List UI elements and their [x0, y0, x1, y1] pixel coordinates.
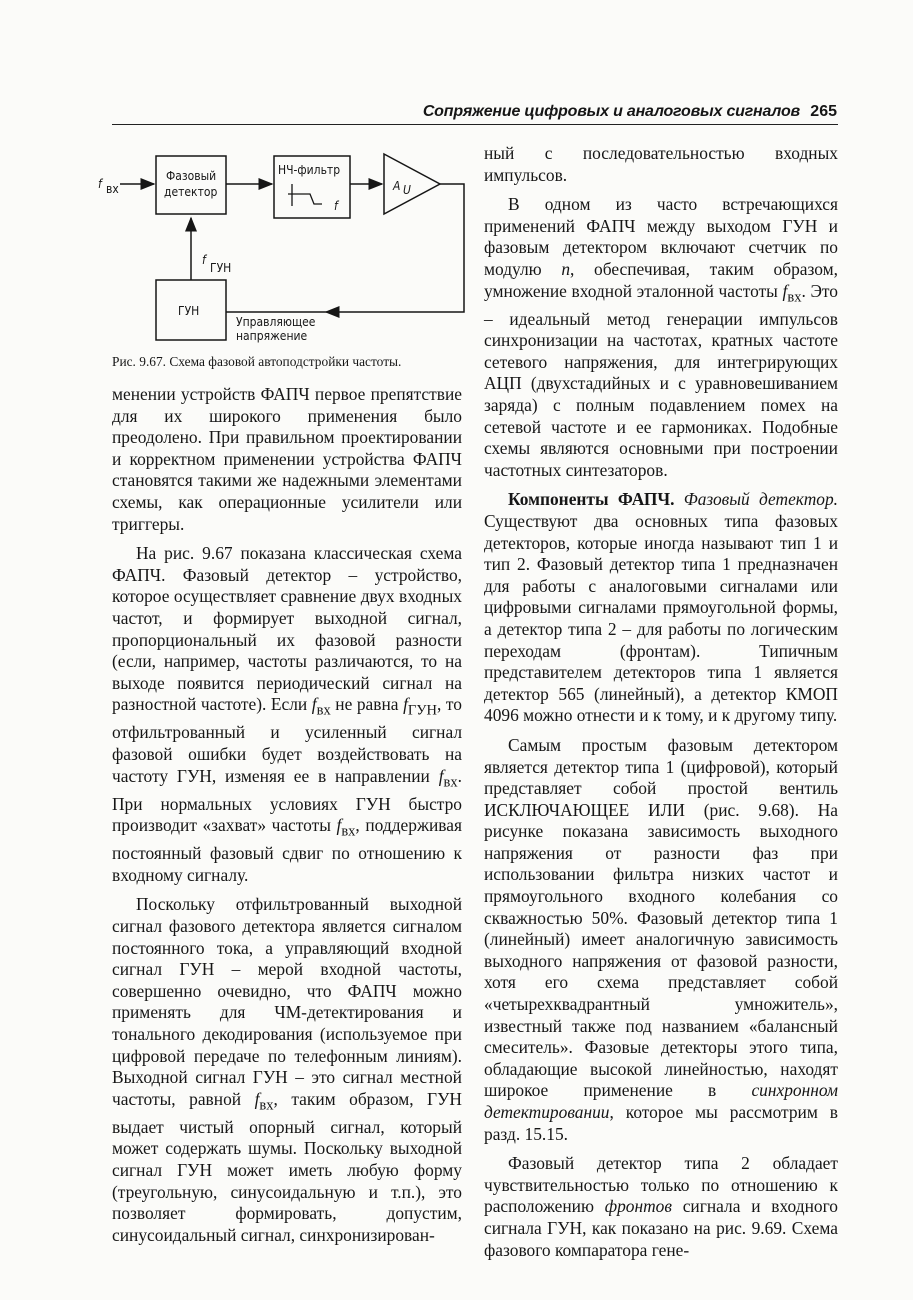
- amp-sub-label: U: [403, 183, 411, 197]
- pll-diagram-svg: [96, 140, 472, 350]
- vco-label: ГУН: [178, 304, 200, 318]
- control-label-2: напряжение: [236, 329, 308, 343]
- fvco-label: f: [202, 253, 206, 267]
- phase-detector-label-1: Фазовый: [166, 169, 217, 183]
- figure-caption: Рис. 9.67. Схема фазовой автоподстройки частоты.: [112, 354, 402, 369]
- lpf-response-icon: [288, 184, 322, 206]
- paragraph: ный с последовательностью входных импульсов.: [484, 143, 838, 185]
- control-voltage-line: [326, 184, 464, 312]
- left-column: [112, 384, 462, 1246]
- paragraph: менении устройств ФАПЧ первое препятствие для их широкого применения было преодолено. При правильном проектировании и корректном применении устройства ФАПЧ становятся такими же надежными элементами схемы, как операционные усилители или триггеры.: [112, 384, 462, 534]
- fvco-sub-label: ГУН: [210, 261, 232, 275]
- paragraph: Компоненты ФАПЧ. Фазовый детектор. Существуют два основных типа фазовых детекторов, которые иногда называют тип 1 и тип 2. Фазовый детектор типа 1 предназначен для работы с аналоговыми сигналами или цифровыми сигналами прямоугольной формы, а детектор типа 2 – для работы по логическим переходам (фронтам). Типичным представителем детекторов типа 1 является детектор 565 (линейный), а детектор КМОП 4096 можно отнести и к тому, и к другому типу.: [484, 489, 838, 726]
- right-column: [484, 143, 838, 1261]
- section-heading: Компоненты ФАПЧ.: [508, 489, 675, 510]
- lpf-axis-label: f: [334, 199, 338, 213]
- lpf-label: НЧ-фильтр: [278, 163, 341, 177]
- amp-label: A: [393, 179, 401, 193]
- paragraph: Самым простым фазовым детектором является детектор типа 1 (цифровой), который представляет собой простой вентиль ИСКЛЮЧАЮЩЕЕ ИЛИ (рис. 9.68). На рисунке показана зависимость выходного напряжения от разности фаз при использовании фильтра низких частот и прямоугольного входного колебания со скважностью 50%. Фазовый детектор типа 1 (линейный) имеет аналогичную зависимость выходного напряжения от фазовой разности, хотя его схема представляет собой «четырехквадрантный умножитель», известный также под названием «балансный смеситель». Фазовые детекторы этого типа, обладающие высокой линейностью, находят широкое применение в синхронном детектировании, которое мы рассмотрим в разд. 15.15.: [484, 734, 838, 1144]
- phase-detector-label-2: детектор: [164, 185, 218, 199]
- control-label-1: Управляющее: [236, 315, 316, 329]
- pll-block-diagram: [96, 140, 472, 350]
- paragraph: В одном из часто встречающихся применений ФАПЧ между выходом ГУН и фазовым детектором включают счетчик по модулю n, обеспечивая, таким образом, умножение входной эталонной частоты $f_{вх}$. Это – идеальный метод генерации импульсов синхронизации на частотах, кратных частоте сетевого напряжения, для интегрирующих АЦП (двухстадийных и с уравновешиванием заряда) с полным подавлением помех на сетевой частоте и ее гармониках. Подобные схемы являются основными при построении частотных синтезаторов.: [484, 194, 838, 480]
- fin-sub-label: вх: [106, 182, 119, 196]
- header-rule: [112, 124, 838, 125]
- paragraph: Поскольку отфильтрованный выходной сигнал фазового детектора является сигналом постоянного тока, а управляющий входной сигнал ГУН – мерой входной частоты, совершенно очевидно, что ФАПЧ можно применять для ЧМ-детектирования и тонального декодирования (используемое при цифровой передаче по телефонным линиям). Выходной сигнал ГУН – это сигнал местной частоты, равной $f_{вх}$, таким образом, ГУН выдает чистый опорный сигнал, который может содержать шумы. Поскольку выходной сигнал ГУН может иметь любую форму (треугольную, синусоидальную и т.п.), это позволяет формировать, допустим, синусоидальный сигнал, синхронизирован-: [112, 894, 462, 1245]
- fin-label: f: [98, 177, 102, 191]
- page-number: 265: [810, 103, 837, 120]
- paragraph: На рис. 9.67 показана классическая схема ФАПЧ. Фазовый детектор – устройство, которое осуществляет сравнение двух входных частот, и формирует выходной сигнал, пропорциональный их фазовой разности (если, например, частоты различаются, то на выходе появится периодический сигнал на разностной частоте). Если $f_{вх}$ не равна $f_{ГУН}$, то отфильтрованный и усиленный сигнал фазовой ошибки будет воздействовать на частоту ГУН, изменяя ее в направлении $f_{вх}$. При нормальных условиях ГУН быстро производит «захват» частоты $f_{вх}$, поддерживая постоянный фазовый сдвиг по отношению к входному сигналу.: [112, 543, 462, 885]
- paragraph: Фазовый детектор типа 2 обладает чувствительностью только по отношению к расположению фронтов сигнала и входного сигнала ГУН, как показано на рис. 9.69. Схема фазового компаратора гене-: [484, 1153, 838, 1260]
- running-title: Сопряжение цифровых и аналоговых сигналов: [422, 103, 800, 120]
